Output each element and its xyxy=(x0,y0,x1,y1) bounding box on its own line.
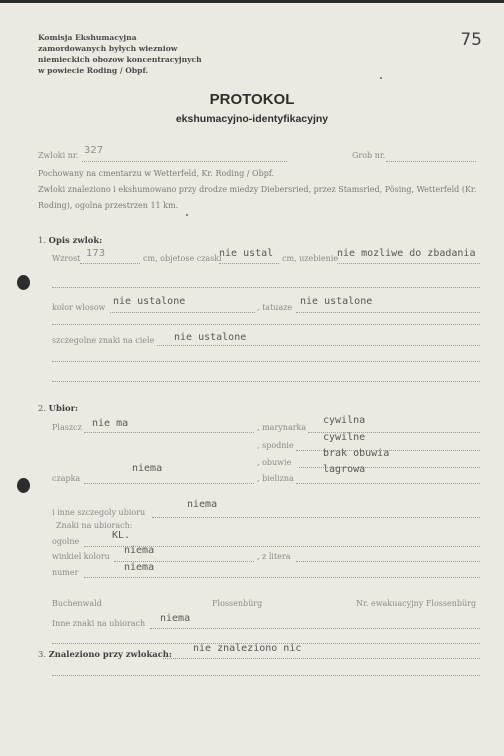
grob-label: Grob nr. xyxy=(352,151,386,160)
objetosc-value: nie ustal xyxy=(219,248,274,259)
znaki-line xyxy=(157,345,480,346)
znaki-value: nie ustalone xyxy=(174,332,247,343)
buchenwald-label: Buchenwald xyxy=(52,599,102,608)
document-subtitle: ekshumacyjno-identyfikacyjny xyxy=(175,113,329,125)
section-2-heading: 2. Ubior: xyxy=(38,403,79,413)
cm-uzebienie-label: cm, uzebienie xyxy=(282,254,339,263)
blank-line xyxy=(52,381,480,382)
uzebienie-value: nie mozliwe do zbadania xyxy=(337,248,476,259)
ogolne-label: ogolne xyxy=(52,537,80,546)
tatuaze-value: nie ustalone xyxy=(300,296,373,307)
tatuaze-label: , tatuaze xyxy=(257,303,293,312)
punch-hole xyxy=(17,478,30,493)
pochowany-text: Pochowany na cmentarzu w Wetterfeld, Kr. Roding / Obpf. xyxy=(38,169,275,178)
plaszcz-value: nie ma xyxy=(92,418,129,429)
header-line-1: Komisja Ekshumacyjna xyxy=(38,33,137,42)
obuwie-label: , obuwie xyxy=(257,458,292,467)
flossenburg-label: Flossenbürg xyxy=(212,599,263,608)
header-line-4: w powiecie Roding / Obpf. xyxy=(38,66,149,75)
document-title: PROTOKOL xyxy=(209,91,295,108)
bielizna-label: , bielizna xyxy=(257,474,294,483)
section-1-heading: 1. Opis zwlok: xyxy=(38,235,103,245)
numer-value: niema xyxy=(124,562,155,573)
speck xyxy=(186,214,188,216)
ewakuacyjny-label: Nr. ewakuacyjny Flossenbürg xyxy=(356,599,477,608)
plaszcz-line xyxy=(84,432,254,433)
bielizna-line xyxy=(296,483,480,484)
czapka-label: czapka xyxy=(52,474,81,483)
inne-value: niema xyxy=(187,499,218,510)
wzrost-line xyxy=(80,263,140,264)
ogolne-value: KL. xyxy=(112,530,131,541)
zwloki-line xyxy=(82,161,287,162)
header-line-3: niemieckich obozow koncentracyjnych xyxy=(38,55,202,64)
znaleziono-value: nie znaleziono nic xyxy=(193,643,302,654)
spodnie-value: cywilne xyxy=(323,432,366,443)
znaleziono-text-1: Zwloki znaleziono i ekshumowano przy drodze miedzy Diebersried, przez Stamsried, Pösing, Wetterfeld (Kr. xyxy=(38,185,477,194)
litera-line xyxy=(296,561,480,562)
zwloki-value: 327 xyxy=(84,145,104,156)
plaszcz-label: Plaszcz xyxy=(52,423,82,432)
znaleziono-text-2: Roding), ogolna przestrzen 11 km. xyxy=(38,201,179,210)
kolor-label: kolor wlosow xyxy=(52,303,106,312)
marynarka-value: cywilna xyxy=(323,415,366,426)
numer-label: numer xyxy=(52,568,79,577)
inne-znaki-value: niema xyxy=(160,613,191,624)
uzebienie-line xyxy=(337,263,480,264)
bielizna-value: lagrowa xyxy=(323,464,366,475)
znaki-label: szczegolne znaki na ciele xyxy=(52,336,155,345)
znaleziono-line xyxy=(163,658,480,659)
header-line-2: zamordowanych byłych wiezniow xyxy=(38,44,178,53)
litera-label: , z litera xyxy=(257,552,291,561)
obuwie-value: brak obuwia xyxy=(323,448,390,459)
znaki-ubior-heading: Znaki na ubiorach: xyxy=(56,521,133,530)
numer-line xyxy=(84,577,480,578)
czapka-line xyxy=(84,483,254,484)
objetosc-line xyxy=(219,263,279,264)
winkiel-label: winkiel koloru xyxy=(52,552,110,561)
inne-znaki-line xyxy=(150,628,480,629)
section-3-heading: 3. Znaleziono przy zwlokach: xyxy=(38,649,172,659)
blank-line xyxy=(52,361,480,362)
top-edge xyxy=(0,0,504,3)
tatuaze-line xyxy=(296,312,480,313)
marynarka-label: , marynarka xyxy=(257,423,307,432)
zwloki-label: Zwloki nr. xyxy=(38,151,79,160)
inne-label: i inne szczegoly ubioru xyxy=(52,508,146,517)
blank-line xyxy=(52,675,480,676)
punch-hole xyxy=(17,275,30,290)
inne-znaki-label: Inne znaki na ubiorach xyxy=(52,619,146,628)
wzrost-value: 173 xyxy=(86,248,106,259)
inne-line xyxy=(152,517,480,518)
kolor-line xyxy=(110,312,255,313)
spodnie-label: , spodnie xyxy=(257,441,294,450)
cm-objetosc-label: cm, objetose czaski xyxy=(143,254,222,263)
blank-line xyxy=(52,324,480,325)
wzrost-label: Wzrost xyxy=(52,254,81,263)
blank-line xyxy=(52,287,480,288)
winkiel-value: niema xyxy=(124,545,155,556)
page-number: 75 xyxy=(460,30,482,50)
czapka-value: niema xyxy=(132,463,163,474)
grob-line xyxy=(386,161,476,162)
kolor-value: nie ustalone xyxy=(113,296,186,307)
speck xyxy=(380,77,382,79)
